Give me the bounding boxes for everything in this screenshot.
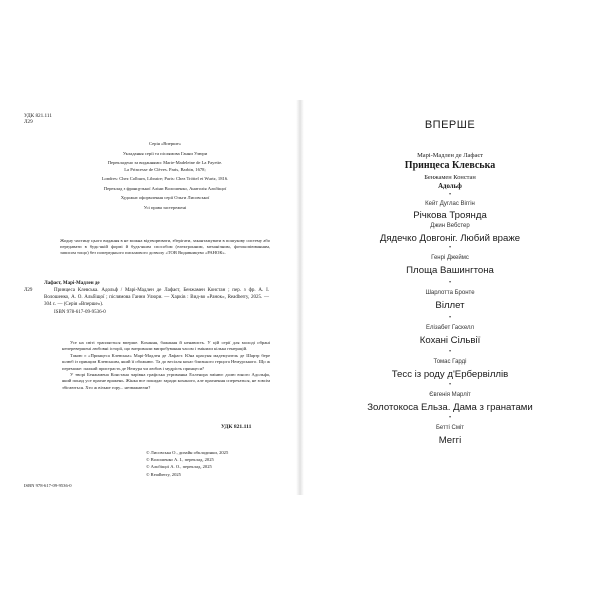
book-title: Площа Вашингтона: [406, 265, 494, 276]
book-author: Бетті Сміт: [435, 425, 465, 431]
series-title: ВПЕРШЕ: [424, 119, 476, 131]
book-author: Кейт Дуглас Віггін: [425, 201, 475, 207]
book-gutter: [296, 100, 304, 495]
book-author: Євгенія Марліт: [429, 392, 471, 398]
book-author: Елізабет Гаскелл: [426, 325, 474, 331]
book-title: Річкова Троянда: [413, 210, 487, 221]
book-author: Генрі Джеймс: [431, 255, 469, 261]
book-title: Тесс із роду д'Ербервіллів: [391, 369, 509, 380]
book-title: Віллет: [435, 300, 465, 311]
book-title: Меггі: [438, 435, 462, 446]
isbn: ISBN 978-617-09-9536-0: [24, 483, 72, 488]
catalog-author: Лафаєт, Марі-Мадлен де: [44, 281, 100, 286]
book-author: Бенжамен Констан: [424, 174, 476, 181]
series-line: Серія «Вперше»: [148, 141, 182, 146]
copyright-line: © Волошенко А. І., переклад, 2025: [146, 457, 214, 463]
book-title: Дядечко Довгоніг. Любий враже: [379, 233, 521, 244]
catalog-isbn: ISBN 978-617-09-9536-0: [54, 310, 106, 315]
copyright-block: [146, 449, 228, 478]
series-line: Укладання серії та післямова Ганни Улюри: [122, 150, 208, 156]
book-title: Адольф: [438, 183, 462, 190]
book-title: Золотокоса Ельза. Дама з гранатами: [367, 402, 533, 413]
separator-dot: •: [448, 382, 452, 388]
copyright-line: © Readberry, 2025: [146, 471, 181, 477]
series-credits: [60, 141, 270, 211]
series-line: La Princesse de Clèves. Paris, Barbin, 1678;: [124, 166, 206, 172]
separator-dot: •: [448, 192, 452, 198]
copyright-line: © Лисовська О., дизайн обкладинки, 2025: [146, 450, 229, 455]
separator-dot: •: [448, 315, 452, 321]
annotation-paragraph: Такою є «Принцеса Клевська» Марі-Мадлен де Лафаєт. Юна красуня мадемуазель де Шартр бере шлюб із принцом Клевським, який її обожнює. Та до весілля кохає близького герцога Немурського. Що ж переможе: палкий пристрасть де Немура чи любов і мудрість принцеси?: [62, 352, 270, 371]
series-line: Переклад з французької Аліни Волошенко, Анатолія Альбіщої: [103, 185, 227, 191]
separator-dot: •: [448, 349, 452, 355]
book-author: Томас Гарді: [433, 359, 467, 365]
catalog-index: Л29: [24, 288, 33, 293]
catalog-body: Принцеса Клевська. Адольф / Марі-Мадлен де Лафаєт, Бенжамен Констан ; пер. з фр. А. І. Волошенко, А. О. Альбіщої ; післямова Ганни Улюри. — Харків : Вид-во «Ранок», Readberry, 2025. — 304 с. — (Серія «Вперше»).: [44, 288, 269, 307]
copyright-line: © Альбіщої А. О., переклад, 2025: [146, 464, 212, 470]
series-line: Усі права застережені: [143, 204, 187, 210]
book-title: Принцеса Клевська: [404, 160, 496, 171]
annotation: [62, 340, 270, 391]
udk-code: УДК 821.111 Л29: [24, 113, 52, 126]
book-author: Шарлотта Бронте: [425, 290, 475, 296]
series-line: Перекладено за виданнями: Marie-Madeleine de La Fayette.: [107, 160, 223, 165]
separator-dot: •: [448, 415, 452, 421]
annotation-paragraph: Усе на світі трапляється вперше. Кохання, бажання й ненависть. У цій серії для молоді обрані неперевершені любовні історії, що витримали випробування часом і змінили кілька генерацій.: [62, 340, 270, 352]
book-author: Джин Вебстер: [430, 223, 470, 229]
separator-dot: •: [448, 280, 452, 286]
annotation-paragraph: У творі Бенжамена Констана чарівна графська утриманка Елленора змінює долю юного Адольфа, який понад усе прагне вражень. Жінка все покидає заради коханого, але прагнення сперечаться, не зовсім збігаються. Хто ж візьме гору... незважаючи?: [62, 372, 270, 390]
book-title: Кохані Сільвії: [419, 335, 481, 346]
rights-notice: Жодну частину цього видання в не можна відтворювати, зберігати, закантажувати в пошукову систему або передавати в будь-якій формі й будь-яким способом (електронним, механічним, фотокопіюванням, записом тощо) без попереднього письмового дозволу «ТОВ Видавництво «РАНОК».: [60, 238, 270, 256]
series-line: Художнє оформлення серії Ольги Лисовської: [120, 195, 210, 200]
udk-code-bottom: УДК 821.111: [221, 424, 252, 430]
separator-dot: •: [448, 245, 452, 251]
book-author: Марі-Мадлен де Лафаєт: [417, 152, 483, 159]
catalog-card: [44, 280, 269, 316]
series-line: Londres: Chez Colburn, Libraire; Paris: Chez Tröttel et Wurtz, 1816.: [101, 176, 229, 181]
